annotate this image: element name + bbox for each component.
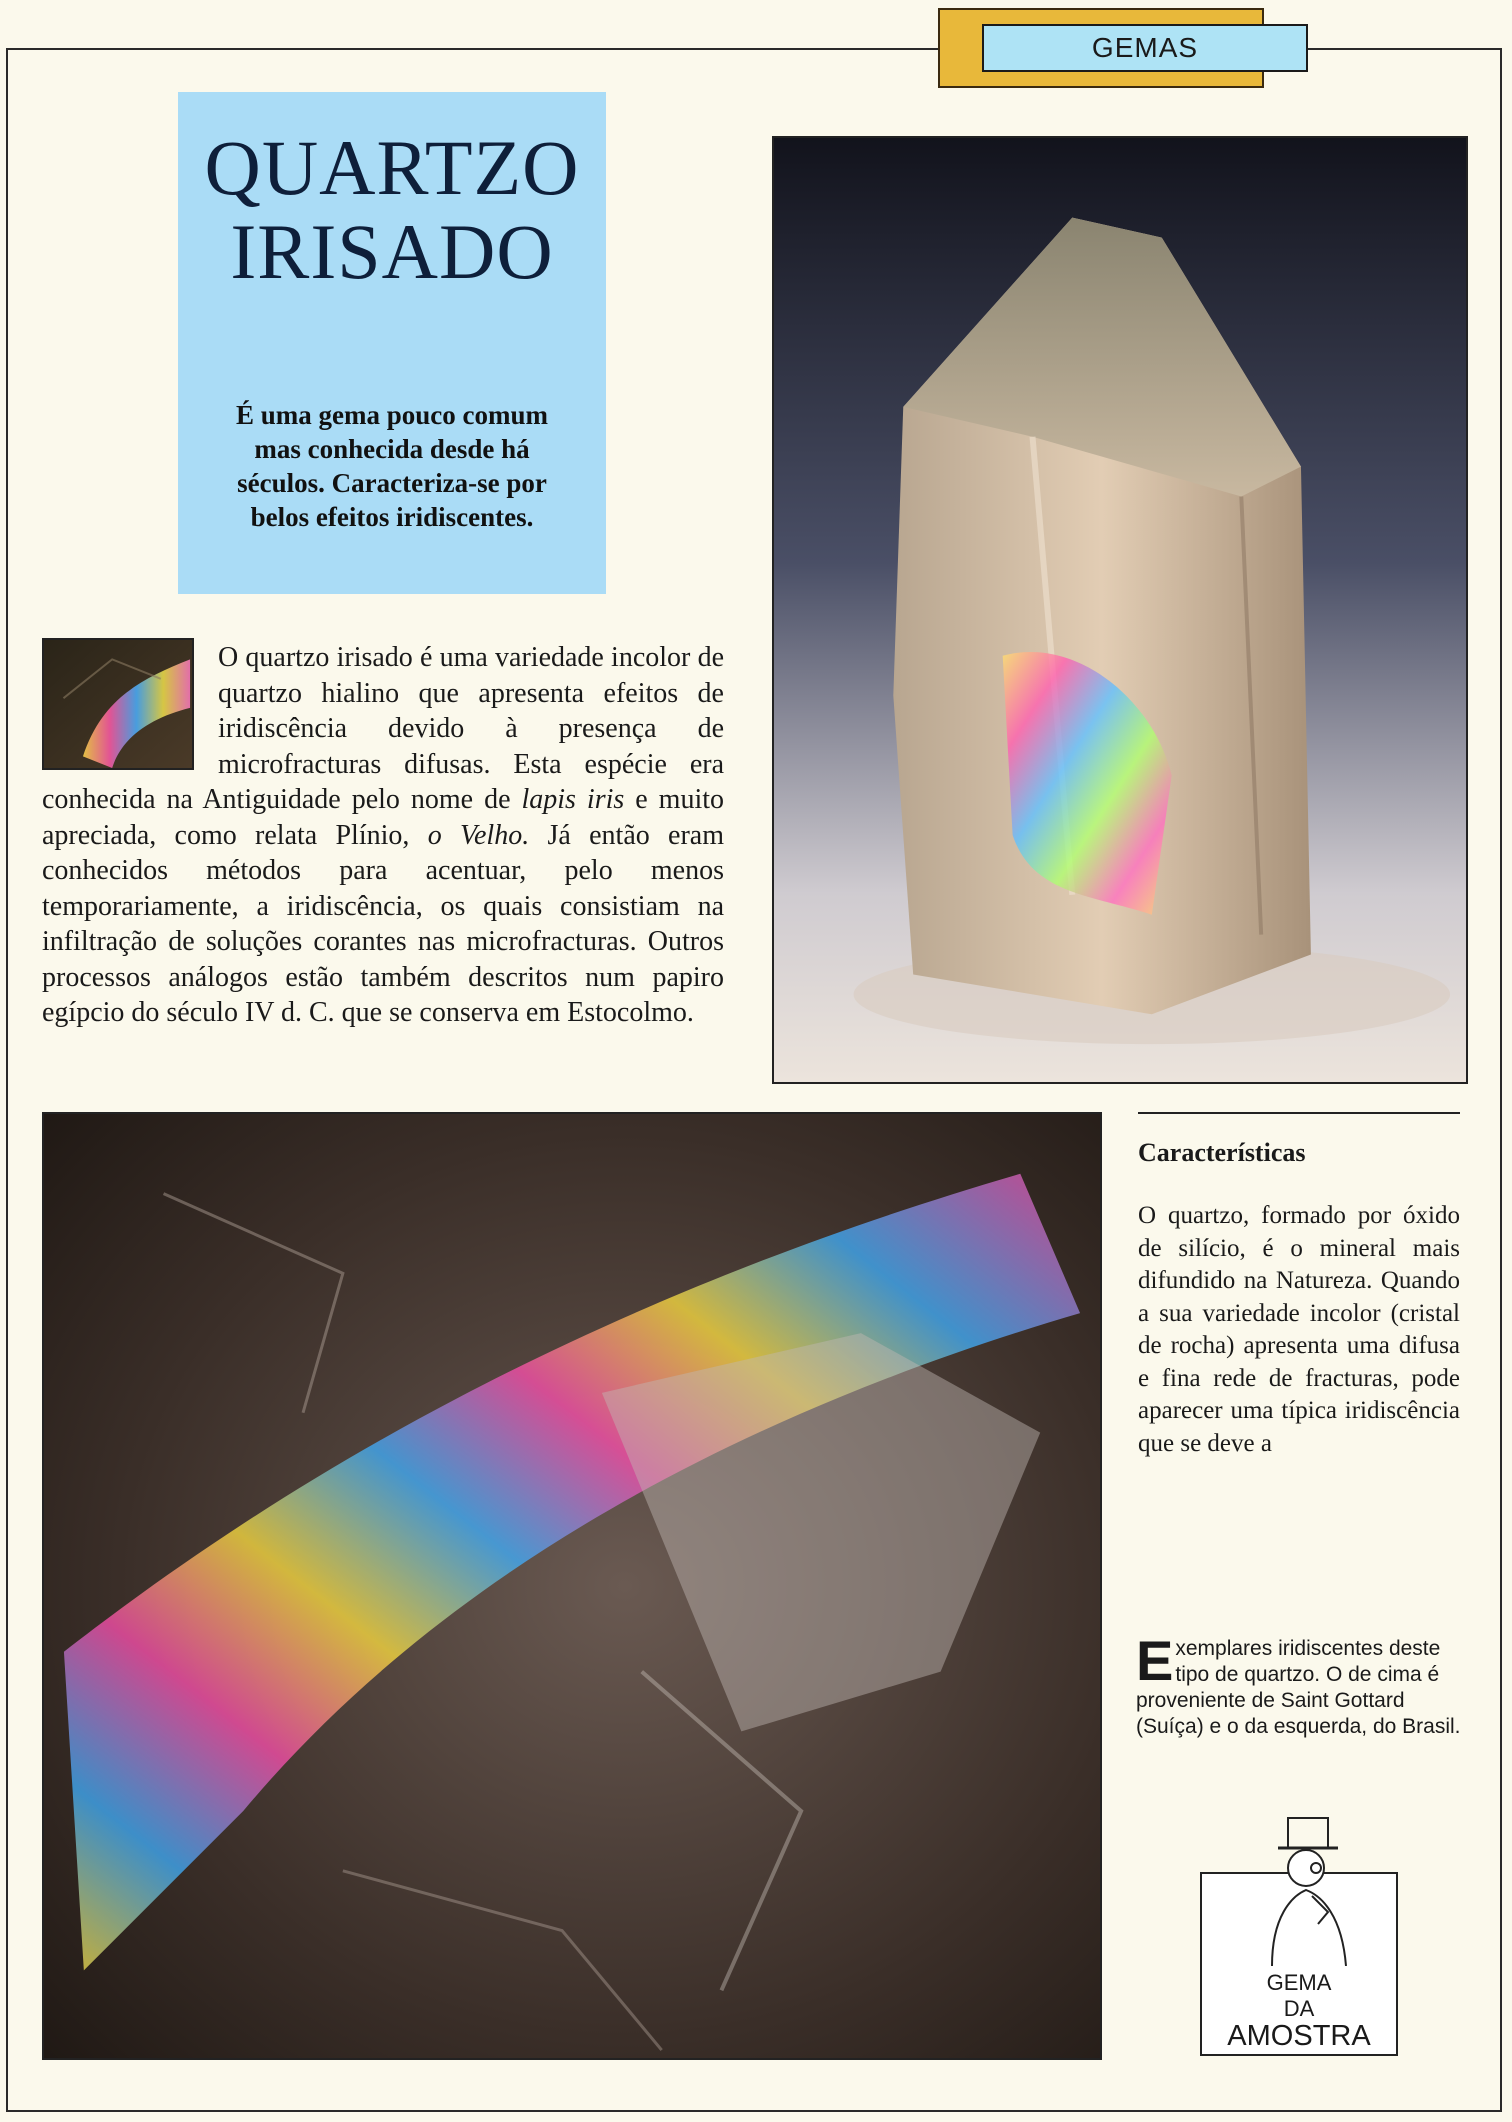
intro-paragraph	[42, 640, 724, 1031]
page-title	[178, 126, 606, 294]
section-tab: GEMAS	[982, 24, 1308, 72]
features-divider	[1138, 1112, 1460, 1114]
page-subtitle	[178, 398, 606, 534]
title-line-2: IRISADO	[230, 208, 554, 295]
stamp-line-1: GEMA	[1266, 1970, 1332, 1995]
intro-part-2: e muito apreciada, como relata Plínio,	[42, 784, 724, 851]
caption-text: xemplares iridiscentes deste tipo de quartzo. O de cima é proveniente de Saint Gottard (Suíça) e o da esquerda, do Brasil.	[1136, 1637, 1461, 1738]
caption-dropcap: E	[1136, 1629, 1174, 1692]
title-box	[178, 92, 606, 594]
title-line-1: QUARTZO	[204, 124, 580, 211]
intro-part-3: Já então eram conhecidos métodos para acentuar, pelo menos temporariamente, a iridiscência, os quais consistiam na infiltração de soluções corantes nas microfracturas. Outros processos análogos estão também descritos num papiro egípcio do século IV d. C. que se conserva em Estocolmo.	[42, 819, 724, 1028]
jeweler-illustration-icon	[1242, 1816, 1362, 1966]
crystal-photo	[772, 136, 1468, 1084]
stamp-line-2: DA	[1283, 1996, 1315, 2021]
sample-gem-stamp	[1200, 1872, 1398, 2056]
intro-italic-1: lapis iris	[521, 784, 625, 815]
photo-caption	[1136, 1629, 1466, 1740]
subtitle-text: É uma gema pouco comum mas conhecida desde há séculos. Caracteriza-se por belos efeitos iridiscentes.	[236, 400, 548, 532]
closeup-photo	[42, 1112, 1102, 2060]
intro-italic-2: o Velho.	[427, 819, 530, 851]
features-text: O quartzo, formado por óxido de silício, é o mineral mais difundido na Natureza. Quando a sua variedade incolor (cristal de rocha) apresenta uma difusa e fina rede de fracturas, pode aparecer uma típica iridiscência que se deve a	[1138, 1202, 1460, 1457]
stamp-line-3: AMOSTRA	[1227, 2020, 1371, 2052]
intro-part-1: O quartzo irisado é uma variedade incolor de quartzo hialino que apresenta efeitos de iridiscência devido à presença de microfracturas difusas. Esta espécie era conhecida na Antiguidade pelo nome de	[42, 642, 724, 815]
features-heading: Características	[1138, 1138, 1306, 1167]
